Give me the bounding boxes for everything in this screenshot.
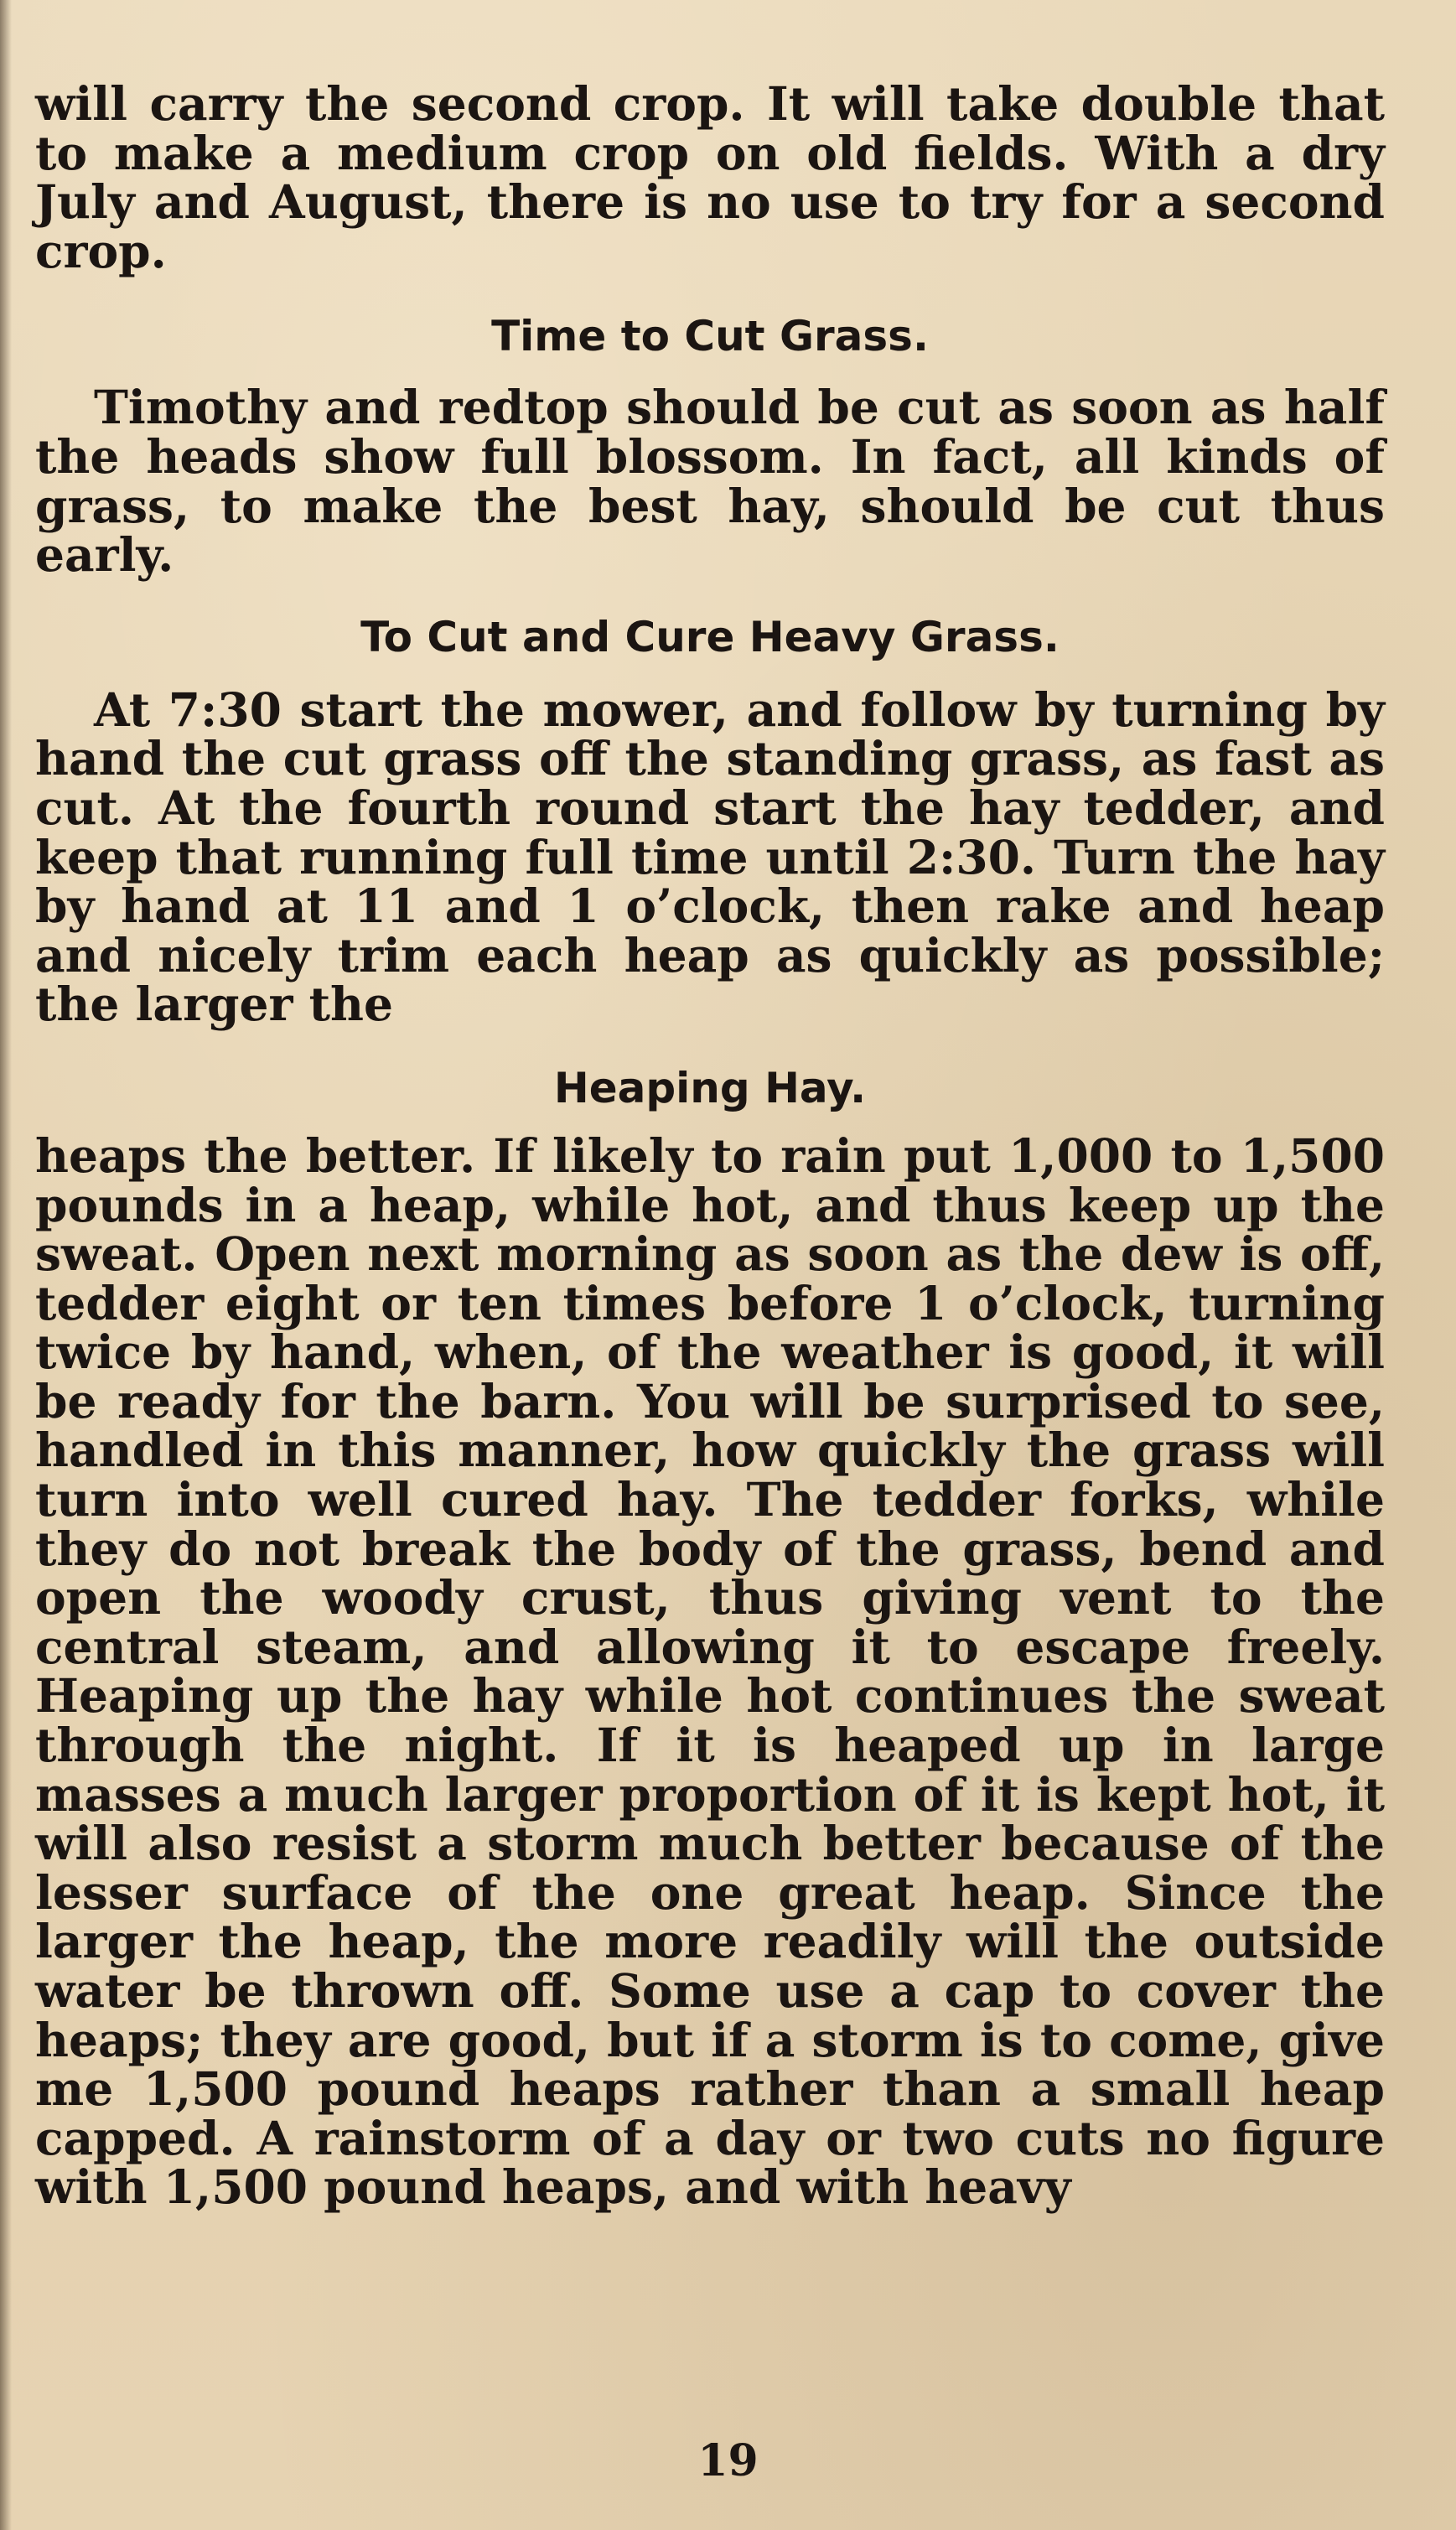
page-spine-shadow	[0, 0, 12, 2530]
heading-time-to-cut-grass: Time to Cut Grass.	[491, 312, 929, 361]
page-number: 19	[697, 2435, 759, 2486]
page-body	[35, 76, 1385, 2215]
heading-cut-and-cure-heavy-grass: To Cut and Cure Heavy Grass.	[360, 612, 1060, 661]
paragraph-heaping-hay: heaps the better. If likely to rain put 1,000 to 1,500 pounds in a heap, while hot, and thus keep up the sweat. Open next morning as soon as the dew is off, tedder eight or ten times before 1 o’clock, turning twice by hand, when, of the weather is good, it will be ready for the barn. You will be surprised to see, handled in this manner, how quickly the grass will turn into well cured hay. The tedder forks, while they do not break the body of the grass, bend and open the woody crust, thus giving vent to the central steam, and allowing it to escape freely. Heaping up the hay while hot continues the sweat through the night. If it is heaped up in large masses a much larger proportion of it is kept hot, it will also resist a storm much better because of the lesser surface of the one great heap. Since the larger the heap, the more readily will the outside water be thrown off. Some use a cap to cover the heaps; they are good, but if a storm is to come, give me 1,500 pound heaps rather than a small heap capped. A rainstorm of a day or two cuts no figure with 1,500 pound heaps, and with heavy	[35, 1128, 1385, 2215]
heading-heaping-hay: Heaping Hay.	[553, 1063, 867, 1112]
paragraph-time-to-cut: Timothy and redtop should be cut as soon as half the heads show full blossom. In fact, all kinds of grass, to make the best hay, should be cut thus early.	[35, 380, 1385, 583]
paragraph-cut-and-cure: At 7:30 start the mower, and follow by turning by hand the cut grass off the standing grass, as fast as cut. At the fourth round start the hay tedder, and keep that running full time until 2:30. Turn the hay by hand at 11 and 1 o’clock, then rake and heap and nicely trim each heap as quickly as possible; the larger the	[35, 682, 1385, 1032]
paragraph-second-crop: will carry the second crop. It will take double that to make a medium crop on old fields. With a dry July and August, there is no use to try for a second crop.	[35, 76, 1385, 278]
